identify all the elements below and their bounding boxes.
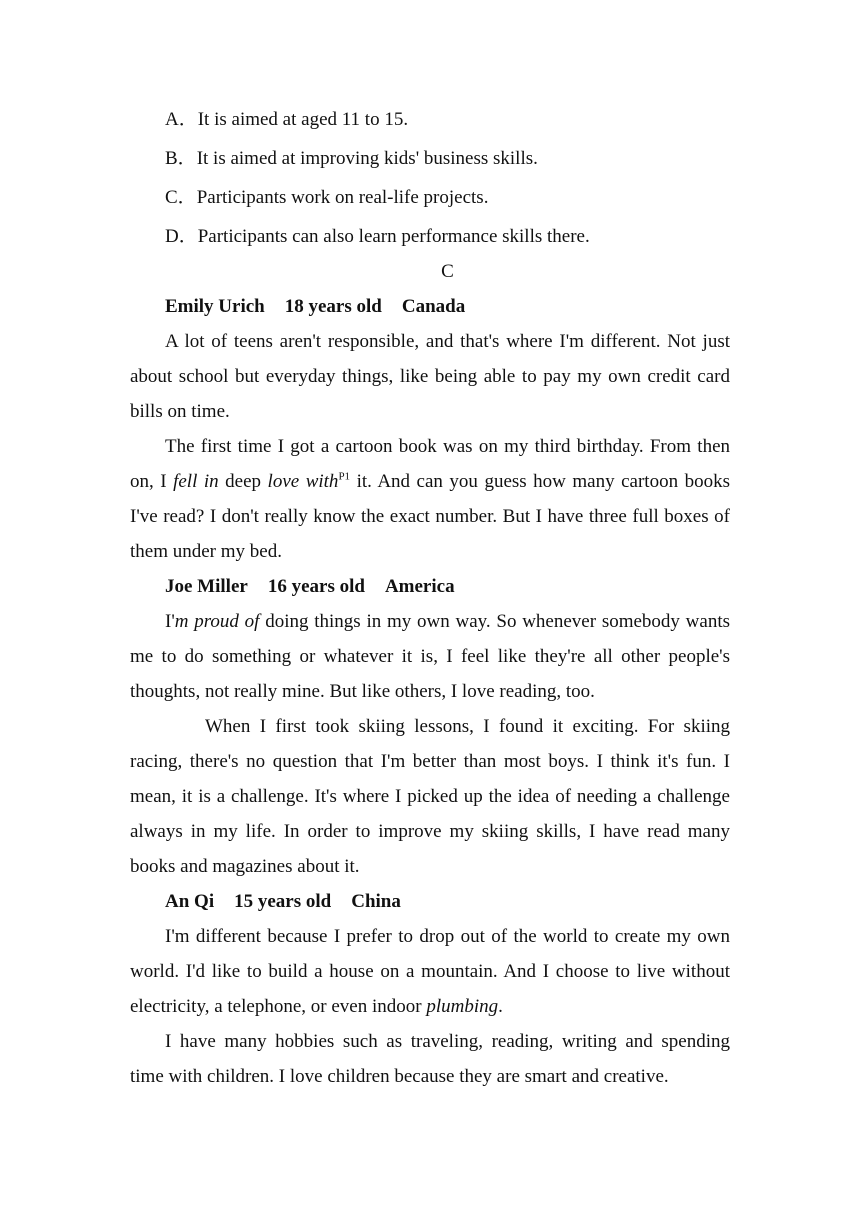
profile-name: Joe Miller (165, 576, 248, 597)
profile-age: 18 years old (284, 296, 382, 317)
option-letter: D． (165, 226, 198, 247)
option-b (130, 141, 730, 176)
profile-heading-joe (130, 569, 730, 604)
text-run: . (498, 996, 503, 1017)
profile-name: Emily Urich (165, 296, 265, 317)
option-a (130, 102, 730, 137)
text-run: doing things in my own way. So whenever somebody wants me to do something or whatever it is, I feel like they're all other people's thoughts, not really mine. But like others, I love reading, too. (130, 611, 730, 702)
text-run: I'm different because I prefer to drop out of the world to create my own world. I'd like to build a house on a mountain. And I choose to live without electricity, a telephone, or even indoor (130, 926, 730, 1017)
profile-name: An Qi (165, 891, 215, 912)
option-text: Participants work on real-life projects. (196, 187, 489, 208)
profile-age: 15 years old (234, 891, 332, 912)
option-text: It is aimed at improving kids' business skills. (196, 148, 538, 169)
profile-paragraph (130, 429, 730, 569)
option-text: It is aimed at aged 11 to 15. (197, 109, 409, 130)
document-page (130, 102, 730, 1094)
footnote-marker: P1 (338, 470, 351, 483)
profile-paragraph (130, 604, 730, 709)
option-d (130, 219, 730, 254)
italic-phrase: fell in (173, 471, 219, 492)
profile-heading-anqi (130, 884, 730, 919)
text-run: The first time I got a cartoon book was on my third birthday. From then on, I (130, 436, 730, 492)
text-run: deep (218, 471, 268, 492)
profile-paragraph: When I first took skiing lessons, I found it exciting. For skiing racing, there's no question that I'm better than most boys. I think it's fun. I mean, it is a challenge. It's where I picked up the idea of needing a challenge always in my life. In order to improve my skiing skills, I have read many books and magazines about it. (130, 716, 730, 877)
profile-heading-emily (130, 289, 730, 324)
option-text: Participants can also learn performance skills there. (197, 226, 590, 247)
italic-phrase: love with (267, 471, 339, 492)
text-run: it. And can you guess how many cartoon books I've read? I don't really know the exact number. But I have three full boxes of them under my bed. (130, 471, 730, 562)
profile-age: 16 years old (267, 576, 365, 597)
italic-phrase: plumbing (426, 996, 499, 1017)
profile-paragraph: A lot of teens aren't responsible, and that's where I'm different. Not just about school but everyday things, like being able to pay my own credit card bills on time. (130, 331, 730, 422)
option-letter: C． (165, 187, 197, 208)
profile-country: China (351, 891, 401, 912)
section-label: C (441, 261, 454, 282)
italic-phrase: m proud of (174, 611, 260, 632)
option-c (130, 180, 730, 215)
profile-country: America (384, 576, 455, 597)
text-run: I' (165, 611, 175, 632)
option-letter: A． (165, 109, 198, 130)
option-letter: B． (165, 148, 197, 169)
profile-paragraph: I have many hobbies such as traveling, reading, writing and spending time with children. I love children because they are smart and creative. (130, 1031, 730, 1087)
profile-country: Canada (401, 296, 466, 317)
profile-paragraph (130, 919, 730, 1024)
